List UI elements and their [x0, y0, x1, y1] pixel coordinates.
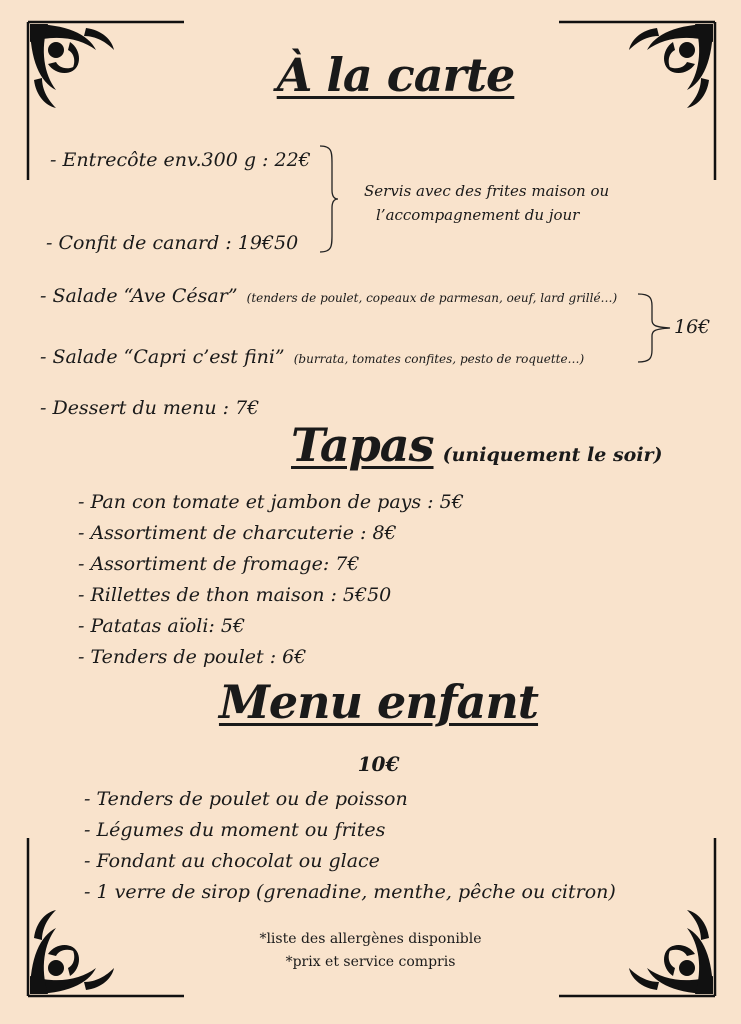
salade-capri-detail: (burrata, tomates confites, pesto de roquette…) — [293, 352, 585, 366]
tapas-item: - Assortiment de charcuterie : 8€ — [78, 522, 397, 544]
menu-enfant-price: 10€ — [357, 752, 400, 776]
side-note-line-2: l’accompagnement du jour — [376, 206, 580, 224]
menu-enfant-item: - 1 verre de sirop (grenadine, menthe, pêche ou citron) — [84, 881, 616, 903]
salade-cesar-label: - Salade “Ave César” — [40, 285, 238, 307]
price-note: *prix et service compris — [285, 954, 456, 970]
menu-enfant-item: - Légumes du moment ou frites — [84, 819, 386, 841]
dessert-item: - Dessert du menu : 7€ — [40, 397, 260, 419]
curly-brace-icon — [318, 144, 340, 254]
tapas-item: - Assortiment de fromage: 7€ — [78, 553, 360, 575]
salade-capri-item — [40, 346, 584, 368]
side-note-line-1: Servis avec des frites maison ou — [364, 182, 610, 200]
salad-price: 16€ — [674, 316, 711, 338]
tapas-item: - Pan con tomate et jambon de pays : 5€ — [78, 491, 464, 513]
a-la-carte-title: À la carte — [276, 48, 515, 102]
menu-enfant-title: Menu enfant — [218, 675, 539, 729]
confit-item: - Confit de canard : 19€50 — [46, 232, 299, 254]
tapas-subtitle: (uniquement le soir) — [442, 444, 663, 466]
menu-enfant-item: - Fondant au chocolat ou glace — [84, 850, 380, 872]
entrecote-item: - Entrecôte env.300 g : 22€ — [50, 149, 311, 171]
menu-enfant-item: - Tenders de poulet ou de poisson — [84, 788, 408, 810]
allergen-note: *liste des allergènes disponible — [259, 931, 482, 947]
curly-brace-icon — [636, 292, 672, 364]
tapas-item: - Rillettes de thon maison : 5€50 — [78, 584, 392, 606]
tapas-item: - Tenders de poulet : 6€ — [78, 646, 307, 668]
tapas-title: Tapas — [291, 418, 434, 472]
salade-cesar-detail: (tenders de poulet, copeaux de parmesan, oeuf, lard grillé…) — [246, 291, 618, 305]
corner-ornament-icon — [557, 838, 717, 998]
tapas-item: - Patatas aïoli: 5€ — [78, 615, 246, 637]
salade-capri-label: - Salade “Capri c’est fini” — [40, 346, 285, 368]
salade-cesar-item — [40, 285, 617, 307]
tapas-heading — [291, 418, 663, 472]
corner-ornament-bottom-right — [557, 838, 717, 998]
